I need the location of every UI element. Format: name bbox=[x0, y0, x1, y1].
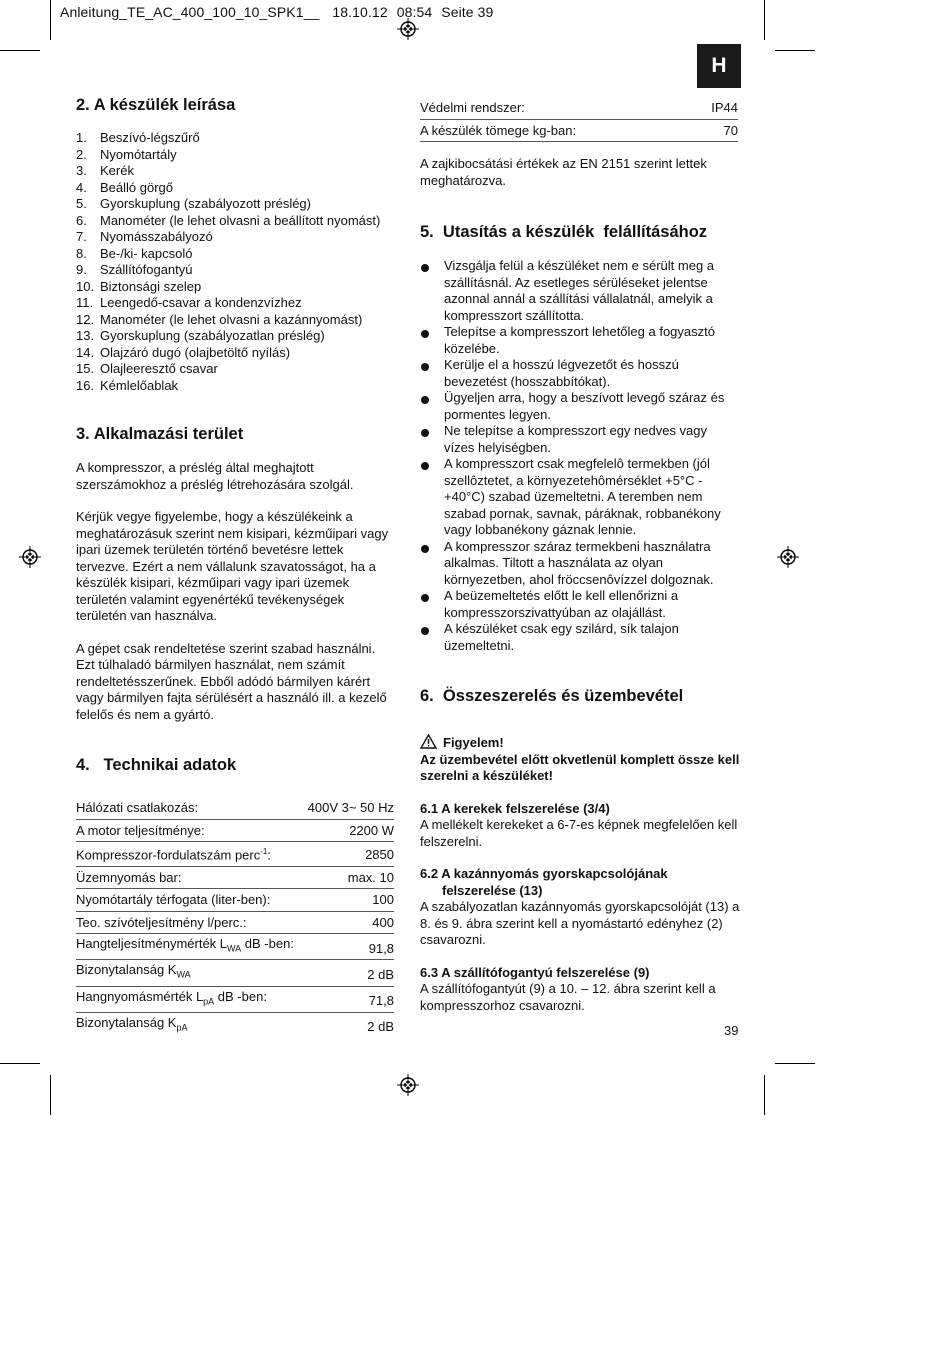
crop-mark bbox=[764, 1075, 765, 1115]
spec-label-suffix: dB -ben: bbox=[214, 988, 267, 1004]
bullet-dot-icon bbox=[421, 627, 429, 635]
left-column bbox=[76, 95, 396, 1038]
parts-list-number: 8. bbox=[76, 245, 87, 261]
crop-mark bbox=[0, 1063, 40, 1064]
setup-bullet-item bbox=[420, 456, 740, 539]
setup-bullet-text: A kompresszort csak megfelelô termekben (jól szellôztetet, a környezetehômérséklet +5°C - +40°C) szabad üzemeltetni. A teremben nem szabad pornak, savnak, páráknak, robbanékony vagy lobbanékony gáznak lennie. bbox=[444, 456, 721, 537]
parts-list-number: 11. bbox=[76, 295, 94, 310]
spec-value: 400V 3~ 50 Hz bbox=[304, 797, 394, 819]
setup-bullet-item bbox=[420, 357, 740, 390]
spec-label-suffix: dB -ben: bbox=[241, 936, 294, 952]
setup-bullet-item bbox=[420, 423, 740, 456]
spec-value: 2850 bbox=[304, 842, 394, 867]
spec-value: 100 bbox=[304, 889, 394, 912]
parts-list-text: Beálló görgő bbox=[100, 179, 173, 195]
parts-list-text: Kémlelőablak bbox=[100, 377, 179, 393]
technical-data-table bbox=[76, 797, 394, 1038]
spec-label-cell bbox=[76, 889, 304, 912]
warning-block bbox=[420, 734, 740, 785]
spec-label-cell bbox=[76, 960, 304, 986]
section63-text: A szállítófogantyút (9) a 10. – 12. ábra szerint kell a kompresszorhoz csavarozni. bbox=[420, 981, 716, 1013]
warning-heading bbox=[420, 734, 740, 752]
section62-title-line1: 6.2 A kazánnyomás gyorskapcsolójának bbox=[420, 866, 668, 881]
spec-label-cell bbox=[76, 842, 304, 867]
header-page-label: Seite 39 bbox=[441, 4, 494, 20]
warning-triangle-icon bbox=[420, 734, 437, 749]
parts-list-text: Manométer (le lehet olvasni a beállított nyomást) bbox=[100, 212, 381, 228]
spec-row bbox=[76, 960, 394, 986]
parts-list-number: 13. bbox=[76, 328, 95, 343]
bullet-dot-icon bbox=[421, 396, 429, 404]
parts-list-item bbox=[76, 180, 396, 197]
warning-title: Figyelem! bbox=[443, 735, 504, 750]
spec-label: Üzemnyomás bar: bbox=[76, 869, 182, 885]
spec-label-subscript: pA bbox=[176, 1022, 188, 1033]
parts-list-text: Biztonsági szelep bbox=[100, 278, 202, 294]
bullet-dot-icon bbox=[421, 330, 429, 338]
parts-list-item bbox=[76, 345, 396, 362]
spec-label: Védelmi rendszer: bbox=[420, 97, 691, 119]
spec-value: 400 bbox=[304, 911, 394, 934]
parts-list-text: Gyorskuplung (szabályozott préslég) bbox=[100, 196, 311, 211]
parts-list-item bbox=[76, 361, 396, 378]
setup-bullet-item bbox=[420, 258, 740, 324]
spec-label: Teo. szívóteljesítmény l/perc.: bbox=[76, 914, 247, 930]
spec-label-superscript: -1 bbox=[260, 847, 268, 856]
spec-value: IP44 bbox=[691, 97, 738, 119]
parts-list-number: 12. bbox=[76, 311, 95, 327]
spec-label: Hálózati csatlakozás: bbox=[76, 800, 199, 815]
spec-row bbox=[76, 911, 394, 934]
spec-label: A motor teljesítménye: bbox=[76, 822, 205, 838]
parts-list-text: Olajzáró dugó (olajbetöltő nyílás) bbox=[100, 344, 291, 360]
spec-row bbox=[76, 889, 394, 912]
spec-label: Bizonytalanság K bbox=[76, 1014, 177, 1030]
spec-label-cell bbox=[76, 819, 304, 842]
parts-list-item bbox=[76, 196, 396, 213]
crop-mark bbox=[0, 50, 40, 51]
spec-row bbox=[76, 797, 394, 819]
section61-title: 6.1 A kerekek felszerelése (3/4) bbox=[420, 800, 610, 816]
spec-label-suffix: : bbox=[267, 847, 271, 863]
emission-note: A zajkibocsátási értékek az EN 2151 szerint lettek meghatározva. bbox=[420, 156, 707, 188]
parts-list-number: 16. bbox=[76, 377, 95, 393]
setup-bullet-text: Kerülje el a hosszú légvezetőt és hosszú bevezetést (hosszabbítókat). bbox=[444, 357, 679, 389]
spec-label-subscript: pA bbox=[203, 996, 215, 1007]
spec-value: 2200 W bbox=[304, 819, 394, 842]
registration-mark-icon bbox=[19, 546, 41, 568]
spec-row bbox=[76, 986, 394, 1012]
setup-bullet-text: Ne telepítse a kompresszort egy nedves vagy vízes helyiségben. bbox=[444, 423, 708, 455]
spec-label-cell bbox=[76, 934, 304, 960]
parts-list-text: Leengedő-csavar a kondenzvízhez bbox=[100, 295, 302, 310]
setup-bullet-text: Vizsgálja felül a készüléket nem e sérült meg a szállításnál. Az esetleges sérüléseket jelentse azonnal annál a szállítási vállalatnál, amelyik a kompresszort szállította. bbox=[444, 258, 715, 323]
parts-list-item bbox=[76, 312, 396, 329]
print-header bbox=[60, 4, 493, 20]
spec-label-cell bbox=[76, 911, 304, 934]
parts-list-text: Gyorskuplung (szabályozatlan préslég) bbox=[100, 328, 325, 343]
section2-title: 2. A készülék leírása bbox=[76, 96, 236, 114]
spec-label-cell bbox=[76, 866, 304, 889]
crop-mark bbox=[50, 0, 51, 40]
spec-label: Nyomótartály térfogata (liter-ben): bbox=[76, 892, 271, 908]
spec-value: 2 dB bbox=[304, 960, 394, 986]
parts-list-number: 1. bbox=[76, 130, 87, 145]
parts-list-item bbox=[76, 130, 396, 147]
parts-list-item bbox=[76, 295, 396, 312]
setup-bullet-item bbox=[420, 588, 740, 621]
parts-list-number: 2. bbox=[76, 146, 87, 162]
setup-bullet-text: A készüléket csak egy szilárd, sík talajon üzemeltetni. bbox=[444, 621, 679, 653]
warning-text: Az üzembevétel előtt okvetlenül komplett össze kell szerelni a készüléket! bbox=[420, 751, 740, 783]
spec-row bbox=[420, 119, 738, 142]
parts-list-text: Manométer (le lehet olvasni a kazánnyomást) bbox=[100, 311, 363, 327]
parts-list-text: Beszívó-légszűrő bbox=[100, 130, 200, 145]
parts-list-number: 14. bbox=[76, 344, 95, 360]
spec-label-subscript: WA bbox=[176, 970, 191, 981]
parts-list-item bbox=[76, 213, 396, 230]
parts-list-text: Nyomótartály bbox=[100, 146, 177, 162]
section62-text: A szabályozatlan kazánnyomás gyorskapcsolóját (13) a 8. és 9. ábra szerint kell a nyomástartó edényhez (2) csavarozni. bbox=[420, 899, 740, 947]
parts-list-item bbox=[76, 262, 396, 279]
spec-value: 70 bbox=[691, 119, 738, 142]
bullet-dot-icon bbox=[421, 363, 429, 371]
parts-list-text: Szállítófogantyú bbox=[100, 262, 193, 277]
bullet-dot-icon bbox=[421, 462, 429, 470]
setup-bullet-item bbox=[420, 539, 740, 589]
spec-row bbox=[76, 934, 394, 960]
registration-mark-icon bbox=[397, 18, 419, 40]
setup-bullet-item bbox=[420, 324, 740, 357]
spec-label-cell bbox=[76, 1012, 304, 1038]
parts-list-number: 3. bbox=[76, 163, 87, 178]
parts-list-item bbox=[76, 378, 396, 395]
parts-list-number: 5. bbox=[76, 196, 87, 211]
spec-value: max. 10 bbox=[304, 866, 394, 889]
spec-label: Hangteljesítménymérték L bbox=[76, 936, 228, 952]
page-number: 39 bbox=[724, 1023, 739, 1038]
spec-label: Bizonytalanság K bbox=[76, 962, 177, 978]
right-spec-table bbox=[420, 97, 738, 142]
parts-list-text: Be-/ki- kapcsoló bbox=[100, 245, 193, 261]
setup-bullet-item bbox=[420, 621, 740, 654]
spec-label: A készülék tömege kg-ban: bbox=[420, 119, 691, 142]
spec-label-cell bbox=[76, 986, 304, 1012]
parts-list-text: Nyomásszabályozó bbox=[100, 229, 213, 244]
spec-label-subscript: WA bbox=[227, 943, 242, 954]
section61-text: A mellékelt kerekeket a 6-7-es képnek megfelelően kell felszerelni. bbox=[420, 817, 738, 849]
section3-paragraph-3: A gépet csak rendeltetése szerint szabad használni. Ezt túlhaladó bármilyen használat, nem számít rendeltetésszerűnek. Ebből adódó bármilyen kárért vagy bármilyen fajta sérülésért a használó ill. a kezelő felelős és nem a gyártó. bbox=[76, 640, 387, 722]
spec-row bbox=[76, 1012, 394, 1038]
section6-title: 6. Összeszerelés és üzembevétel bbox=[420, 687, 684, 705]
bullet-dot-icon bbox=[421, 545, 429, 553]
parts-list-number: 7. bbox=[76, 229, 87, 244]
crop-mark bbox=[775, 50, 815, 51]
parts-list-number: 10. bbox=[76, 278, 95, 294]
parts-list-item bbox=[76, 279, 396, 296]
bullet-dot-icon bbox=[421, 429, 429, 437]
language-tab: H bbox=[697, 44, 741, 88]
header-filename: Anleitung_TE_AC_400_100_10_SPK1__ bbox=[60, 4, 320, 20]
setup-bullet-text: Telepítse a kompresszort lehetőleg a fogyasztó közelébe. bbox=[444, 324, 715, 356]
setup-bullet-text: Ügyeljen arra, hogy a beszívott levegő száraz és pormentes legyen. bbox=[444, 390, 725, 422]
crop-mark bbox=[775, 1063, 815, 1064]
section4-title: 4. Technikai adatok bbox=[76, 756, 237, 774]
spec-value: 91,8 bbox=[304, 934, 394, 960]
spec-label-cell bbox=[76, 797, 304, 819]
parts-list-item bbox=[76, 163, 396, 180]
parts-list-text: Olajleeresztő csavar bbox=[100, 361, 218, 376]
crop-mark bbox=[764, 0, 765, 40]
spec-value: 71,8 bbox=[304, 986, 394, 1012]
spec-label: Kompresszor-fordulatszám perc bbox=[76, 847, 261, 863]
section3-paragraph-1: A kompresszor, a préslég által meghajtott szerszámokhoz a préslég létrehozására szolgál. bbox=[76, 460, 354, 492]
parts-list-number: 9. bbox=[76, 262, 87, 277]
parts-list-number: 6. bbox=[76, 212, 87, 228]
setup-bullet-text: A kompresszor száraz termekbeni használatra alkalmas. Tiltott a használata az olyan környezetben, ahol fröccsenôvízzel dolgoznak. bbox=[444, 538, 714, 587]
section62-title-line2: felszerelése (13) bbox=[442, 882, 543, 898]
parts-list-number: 15. bbox=[76, 361, 95, 376]
registration-mark-icon bbox=[777, 546, 799, 568]
header-time: 08:54 bbox=[396, 4, 433, 20]
registration-mark-icon bbox=[397, 1074, 419, 1096]
parts-list-item bbox=[76, 229, 396, 246]
setup-bullet-list bbox=[420, 258, 740, 654]
spec-label: Hangnyomásmérték L bbox=[76, 988, 204, 1004]
section63-title: 6.3 A szállítófogantyú felszerelése (9) bbox=[420, 964, 650, 980]
parts-list-text: Kerék bbox=[100, 163, 134, 178]
bullet-dot-icon bbox=[421, 594, 429, 602]
setup-bullet-text: A beüzemeltetés előtt le kell ellenőrizni a kompresszorszivattyúban az olajállást. bbox=[444, 588, 679, 620]
spec-value: 2 dB bbox=[367, 1019, 394, 1035]
right-column bbox=[420, 97, 740, 1014]
header-date: 18.10.12 bbox=[332, 4, 388, 20]
section5-title: 5. Utasítás a készülék felállításához bbox=[420, 223, 708, 241]
setup-bullet-item bbox=[420, 390, 740, 423]
bullet-dot-icon bbox=[421, 264, 429, 272]
parts-list-item bbox=[76, 147, 396, 164]
section3-title: 3. Alkalmazási terület bbox=[76, 425, 244, 443]
parts-list-number: 4. bbox=[76, 179, 87, 195]
spec-row bbox=[420, 97, 738, 119]
parts-list-item bbox=[76, 328, 396, 345]
crop-mark bbox=[50, 1075, 51, 1115]
section3-paragraph-2: Kérjük vegye figyelembe, hogy a készülékeink a meghatározásuk szerint nem kisipari, kézműipari vagy ipari üzemek területén történő bevetésre lettek tervezve. Ezért a nem vállalunk szavatosságot, ha a készülék kisipari, kézműipari vagy ipari üzemek területén valamint egyenértékű tevékenységek területén van használva. bbox=[76, 509, 389, 623]
spec-row bbox=[76, 866, 394, 889]
spec-row bbox=[76, 842, 394, 867]
spec-row bbox=[76, 819, 394, 842]
parts-list bbox=[76, 130, 396, 394]
parts-list-item bbox=[76, 246, 396, 263]
